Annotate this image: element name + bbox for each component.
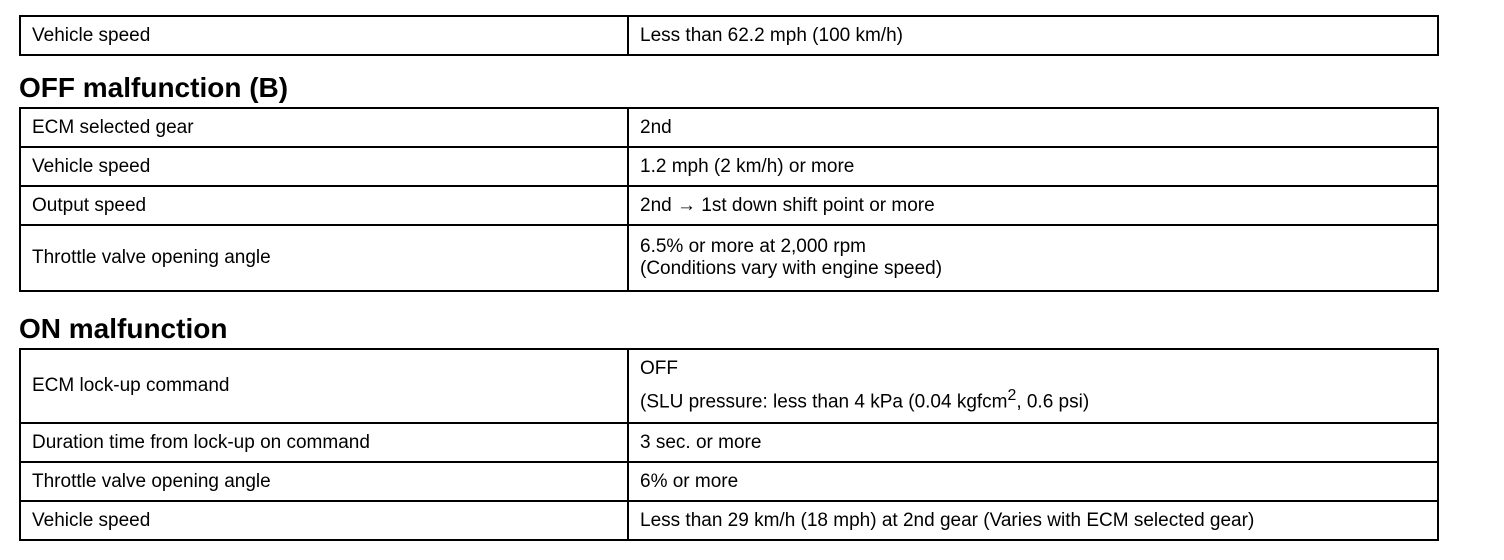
condition-item: Output speed: [20, 186, 628, 225]
gear-to: 1st down shift point or more: [701, 194, 935, 216]
off-malfunction-heading: OFF malfunction (B): [19, 72, 289, 103]
off-malfunction-table: [19, 107, 1439, 292]
slu-pressure-psi: , 0.6 psi): [1016, 391, 1090, 413]
condition-value: 3 sec. or more: [628, 423, 1438, 462]
condition-item: ECM lock-up command: [20, 349, 628, 423]
condition-value: 6% or more: [628, 462, 1438, 501]
table-row: [20, 147, 1438, 186]
table-row: [20, 349, 1438, 423]
on-malfunction-heading: ON malfunction: [19, 313, 228, 344]
table-row: [20, 462, 1438, 501]
table-row: [20, 225, 1438, 291]
condition-value: Less than 62.2 mph (100 km/h): [628, 16, 1438, 55]
value-line-2: [640, 385, 1437, 413]
condition-value: 1.2 mph (2 km/h) or more: [628, 147, 1438, 186]
table-row: [20, 16, 1438, 55]
gear-from: 2nd: [640, 194, 672, 216]
slu-pressure-text: (SLU pressure: less than 4 kPa (0.04 kgfcm: [640, 391, 1008, 413]
table-row: [20, 186, 1438, 225]
condition-item: ECM selected gear: [20, 108, 628, 147]
condition-item: Throttle valve opening angle: [20, 225, 628, 291]
vehicle-speed-condition-table: [19, 15, 1439, 56]
condition-value: 2nd: [628, 108, 1438, 147]
condition-value: Less than 29 km/h (18 mph) at 2nd gear (Varies with ECM selected gear): [628, 501, 1438, 540]
condition-item: Throttle valve opening angle: [20, 462, 628, 501]
table-row: [20, 423, 1438, 462]
condition-item: Duration time from lock-up on command: [20, 423, 628, 462]
superscript-exponent: 2: [1007, 387, 1017, 405]
condition-item: Vehicle speed: [20, 16, 628, 55]
table-row: [20, 501, 1438, 540]
condition-value: [628, 186, 1438, 225]
condition-value: [628, 225, 1438, 291]
value-line-1: OFF: [640, 358, 678, 380]
condition-item: Vehicle speed: [20, 501, 628, 540]
condition-value: [628, 349, 1438, 423]
condition-item: Vehicle speed: [20, 147, 628, 186]
on-malfunction-table: [19, 348, 1439, 541]
value-line-1: 6.5% or more at 2,000 rpm: [640, 236, 866, 257]
table-row: [20, 108, 1438, 147]
value-line-2: (Conditions vary with engine speed): [640, 258, 943, 279]
arrow-right-icon: →: [676, 194, 696, 216]
